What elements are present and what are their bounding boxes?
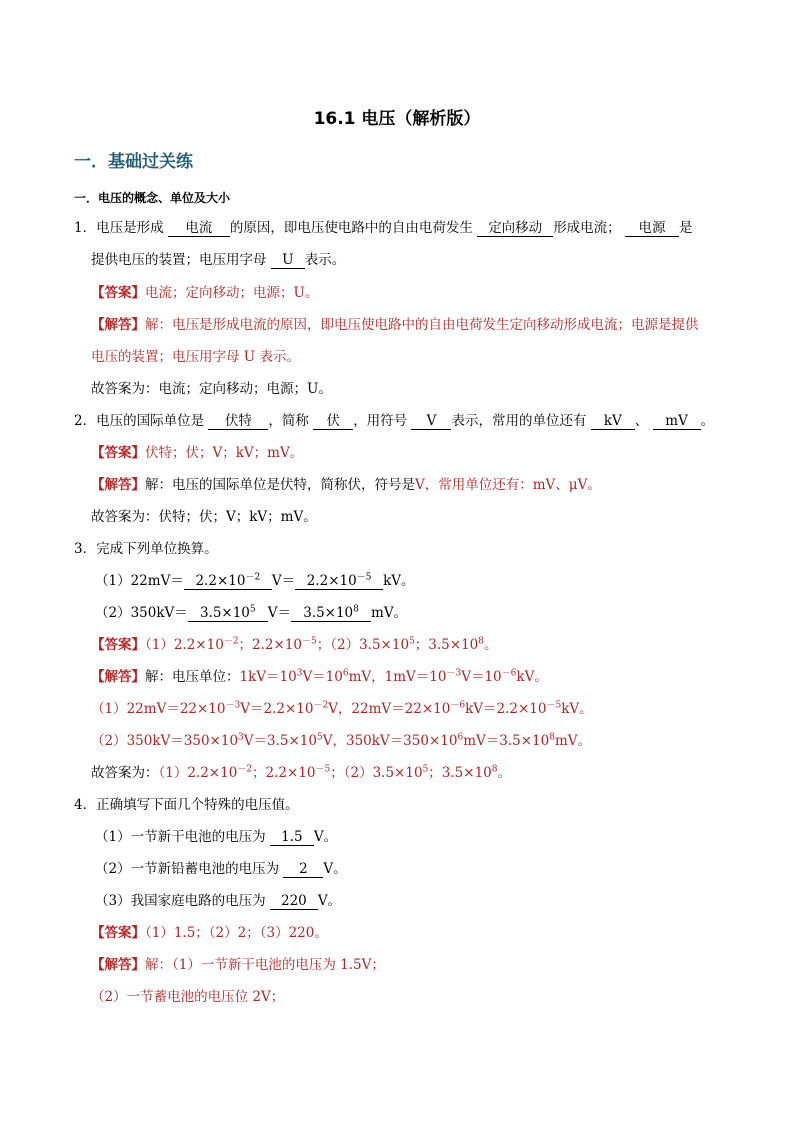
q3-text: （2）350kV＝ <box>95 605 188 621</box>
formula-part: mV，1mV＝10 <box>348 669 447 685</box>
blank-value: 2.2×10 <box>195 573 246 589</box>
exponent: 5 <box>249 604 256 615</box>
q1-text: 电压是形成 <box>96 220 164 236</box>
formula-part: V，350kV＝350×10 <box>322 733 458 749</box>
q3-text: 完成下列单位换算。 <box>96 541 218 557</box>
q1-text: 的原因，即电压使电路中的自由电荷发生 <box>229 220 473 236</box>
q1-text: 提供电压的装置；电压用字母 <box>91 252 267 268</box>
section-heading: 一．基础过关练 <box>74 152 193 172</box>
q3-explanation <box>91 667 548 687</box>
q3-blank-2 <box>295 573 383 590</box>
formula-part: V＝10 <box>302 669 343 685</box>
q3-calc2 <box>91 731 591 751</box>
blank-value: 3.5×10 <box>303 605 354 621</box>
exponent: 3 <box>296 668 303 679</box>
q3-text: kV。 <box>383 573 415 589</box>
q2-text: 电压的国际单位是 <box>96 413 205 429</box>
blank-value: 3.5×10 <box>199 605 250 621</box>
q4-explanation <box>91 955 385 975</box>
q4-part1 <box>95 827 337 847</box>
q2-blank-3: V <box>411 413 451 430</box>
answer-part: ；3.5×10 <box>414 637 479 653</box>
formula-part: V，22mV＝22×10 <box>328 701 451 717</box>
formula-part: 。 <box>497 765 511 781</box>
q3-line1 <box>74 539 218 559</box>
q3-answer <box>91 635 498 655</box>
q1-text: 形成电流； <box>553 220 621 236</box>
explanation-text: 电压的装置；电压用字母 U 表示。 <box>91 349 300 365</box>
q4-text: V。 <box>323 861 347 877</box>
calculation <box>91 733 591 749</box>
explanation-tag: 【解答】 <box>91 477 145 493</box>
formula-part: ；3.5×10 <box>428 765 492 781</box>
answer-text: （1）1.5；（2）2；（3）220。 <box>145 925 328 941</box>
final-answer: 故答案为：电流；定向移动；电源；U。 <box>91 381 332 397</box>
q1-text: 表示。 <box>304 252 346 268</box>
explanation-text: V，常用单位还有：mV、μV。 <box>415 477 601 493</box>
q1-text: 是 <box>678 220 693 236</box>
q2-blank-5: mV <box>653 413 701 430</box>
q4-text: V。 <box>317 893 342 909</box>
exponent: －2 <box>245 572 261 583</box>
q2-text: 表示，常用的单位还有 <box>451 413 587 429</box>
q2-blank-1: 伏特 <box>208 413 268 430</box>
answer-tag: 【答案】 <box>91 925 145 941</box>
exponent: －5 <box>356 572 372 583</box>
exponent: 8 <box>353 604 359 615</box>
formula-part: V＝3.5×10 <box>243 733 317 749</box>
q1-blank-3: 电源 <box>625 220 679 237</box>
q2-blank-2: 伏 <box>313 413 353 430</box>
formula-part: V＝2.2×10 <box>240 701 314 717</box>
q2-text: ，简称 <box>268 413 309 429</box>
exponent: 8 <box>478 636 484 647</box>
exponent: －5 <box>315 764 331 775</box>
q1-line2 <box>91 250 345 270</box>
q1-blank-1: 电流 <box>168 220 230 237</box>
q2-text: 、 <box>634 413 649 429</box>
explanation-tag: 【解答】 <box>91 317 145 333</box>
exponent: －6 <box>450 700 466 711</box>
q2-final <box>91 507 317 527</box>
q4-number: 4． <box>74 797 97 813</box>
final-values <box>159 765 512 781</box>
subsection-heading: 一．电压的概念、单位及大小 <box>74 191 231 205</box>
exponent: －2 <box>313 700 329 711</box>
q1-final <box>91 379 332 399</box>
answer-tag: 【答案】 <box>91 445 145 461</box>
calculation <box>91 701 593 717</box>
q4-blank-2: 2 <box>283 861 323 878</box>
answer-part: （1）2.2×10 <box>145 637 224 653</box>
q4-explanation-cont <box>91 987 284 1007</box>
exponent: 8 <box>549 732 555 743</box>
exponent: －2 <box>223 636 239 647</box>
formula-part: （1）22mV＝22×10 <box>91 701 226 717</box>
q4-line1 <box>74 795 299 815</box>
answer-part: ；2.2×10 <box>238 637 303 653</box>
explanation-text: 解：电压是形成电流的原因，即电压使电路中的自由电荷发生定向移动形成电流；电源是提供 <box>145 317 699 333</box>
explanation-text: （2）一节蓄电池的电压位 2V； <box>91 989 285 1005</box>
q1-number: 1． <box>74 220 97 236</box>
formula-part: （2）350kV＝350×10 <box>91 733 239 749</box>
exponent: 8 <box>491 764 498 775</box>
explanation-text: 解：电压的国际单位是伏特，简称伏，符号是 <box>145 477 415 493</box>
q3-text: V＝ <box>267 605 292 621</box>
q4-blank-1: 1.5 <box>270 829 314 846</box>
q4-text: V。 <box>313 829 338 845</box>
q2-number: 2． <box>74 413 97 429</box>
formula-part: kV＝2.2×10 <box>465 701 547 717</box>
explanation-text: 解：（1）一节新干电池的电压为 1.5V； <box>145 957 385 973</box>
answer-part: ；（2）3.5×10 <box>316 637 410 653</box>
q4-answer <box>91 923 328 943</box>
exponent: 6 <box>457 732 464 743</box>
q2-text: ，用符号 <box>353 413 408 429</box>
q1-blank-2: 定向移动 <box>477 220 553 237</box>
q1-answer <box>91 283 318 303</box>
q4-text: （1）一节新干电池的电压为 <box>95 829 266 845</box>
answer-part: 。 <box>484 637 498 653</box>
q3-calc1 <box>91 699 593 719</box>
q3-part2 <box>95 603 407 623</box>
explanation-tag: 【解答】 <box>91 957 145 973</box>
q2-line1 <box>74 411 714 431</box>
final-answer: 故答案为：伏特；伏；V；kV；mV。 <box>91 509 317 525</box>
formula-part: 1kV＝10 <box>239 669 297 685</box>
exponent: －3 <box>225 700 241 711</box>
blank-value: 2.2×10 <box>306 573 357 589</box>
q4-part3 <box>95 891 341 911</box>
q3-text: （1）22mV＝ <box>95 573 184 589</box>
q3-text: V＝ <box>271 573 296 589</box>
formula-part: kV。 <box>561 701 593 717</box>
q3-blank-3 <box>188 605 268 622</box>
formula-part: ；（2）3.5×10 <box>330 765 423 781</box>
page-title: 16.1 电压（解析版） <box>313 109 481 129</box>
final-answer: 故答案为： <box>91 765 159 781</box>
exponent: 3 <box>238 732 244 743</box>
answer-tag: 【答案】 <box>91 637 145 653</box>
exponent: 5 <box>317 732 323 743</box>
exponent: －5 <box>302 636 317 647</box>
answer-text <box>145 637 498 653</box>
q3-blank-1 <box>184 573 272 590</box>
q3-blank-4 <box>291 605 371 622</box>
answer-text: 伏特；伏；V；kV；mV。 <box>145 445 304 461</box>
formula-part: mV。 <box>554 733 591 749</box>
exponent: －3 <box>446 668 462 679</box>
exponent: －5 <box>546 700 562 711</box>
q1-explanation-cont <box>91 347 300 367</box>
q4-part2 <box>95 859 347 879</box>
formula-part: kV。 <box>516 669 548 685</box>
exponent: 5 <box>422 764 429 775</box>
exponent: －2 <box>237 764 253 775</box>
exponent: 5 <box>409 636 415 647</box>
q4-text: （3）我国家庭电路的电压为 <box>95 893 266 909</box>
q4-text: 正确填写下面几个特殊的电压值。 <box>96 797 299 813</box>
explanation-text: 解：电压单位： <box>145 669 240 685</box>
q2-explanation <box>91 475 601 495</box>
q1-line1 <box>74 218 692 238</box>
q3-text: mV。 <box>371 605 408 621</box>
q1-explanation <box>91 315 699 335</box>
q3-part1 <box>95 571 415 591</box>
exponent: 6 <box>342 668 349 679</box>
q3-number: 3． <box>74 541 97 557</box>
explanation-tag: 【解答】 <box>91 669 145 685</box>
formula-part: ；2.2×10 <box>252 765 316 781</box>
q1-blank-4: U <box>271 252 305 269</box>
q2-blank-4: kV <box>591 413 635 430</box>
q4-blank-3: 220 <box>270 893 318 910</box>
exponent: －6 <box>501 668 517 679</box>
answer-text: 电流；定向移动；电源；U。 <box>145 285 319 301</box>
q4-text: （2）一节新铅蓄电池的电压为 <box>95 861 280 877</box>
q2-text: 。 <box>700 413 715 429</box>
q2-answer <box>91 443 303 463</box>
formula-part: （1）2.2×10 <box>158 765 238 781</box>
formula-part: V＝10 <box>461 669 502 685</box>
unit-relations <box>240 669 548 685</box>
q3-final <box>91 763 511 783</box>
formula-part: mV＝3.5×10 <box>463 733 550 749</box>
answer-tag: 【答案】 <box>91 285 145 301</box>
